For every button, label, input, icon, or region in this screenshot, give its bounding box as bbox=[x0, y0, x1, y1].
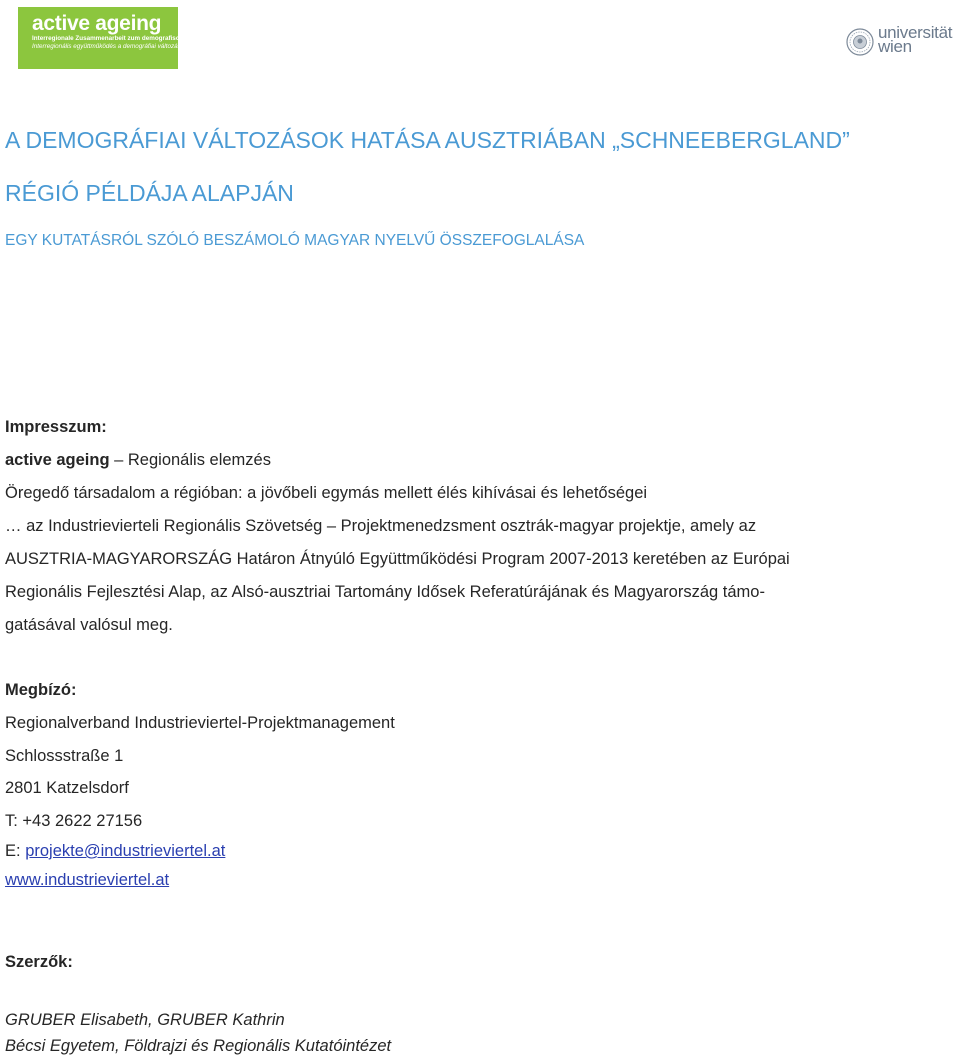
project-description: – Regionális elemzés bbox=[109, 451, 271, 469]
university-name-line2: wien bbox=[878, 37, 912, 56]
logo-tagline-de: Interregionale Zusammenarbeit zum demografischen Wandel bbox=[32, 35, 215, 42]
client-email-line bbox=[5, 840, 225, 862]
university-name bbox=[878, 23, 953, 56]
impressum-paragraph-line: AUSZTRIA-MAGYARORSZÁG Határon Átnyúló Együttműködési Program 2007-2013 keretében az Európai bbox=[5, 550, 790, 568]
impressum-paragraph-line: … az Industrievierteli Regionális Szövetség – Projektmenedzsment osztrák-magyar projektje, amely az bbox=[5, 517, 757, 535]
client-city: 2801 Katzelsdorf bbox=[5, 779, 129, 797]
university-name-line1: universität bbox=[878, 23, 953, 42]
client-street: Schlossstraße 1 bbox=[5, 747, 124, 765]
website-link[interactable]: www.industrieviertel.at bbox=[5, 871, 170, 889]
impressum-paragraph-line: Regionális Fejlesztési Alap, az Alsó-ausztriai Tartomány Idősek Referatúrájának és Magyarország támo- bbox=[5, 583, 765, 601]
document-title-line1: A DEMOGRÁFIAI VÁLTOZÁSOK HATÁSA AUSZTRIÁBAN „SCHNEEBERGLAND” bbox=[5, 127, 850, 153]
client-heading: Megbízó: bbox=[5, 681, 77, 699]
client-organization: Regionalverband Industrieviertel-Projektmanagement bbox=[5, 714, 395, 732]
logo-tagline-hu: Interregionális együttműködés a demográfiai változások jegyében bbox=[32, 43, 215, 50]
email-prefix: E: bbox=[5, 842, 26, 860]
project-name: active ageing bbox=[5, 451, 110, 469]
impressum-paragraph-line: gatásával valósul meg. bbox=[5, 616, 173, 634]
project-subtitle: Öregedő társadalom a régióban: a jövőbeli egymás mellett élés kihívásai és lehetőségei bbox=[5, 484, 648, 502]
website-line bbox=[5, 869, 169, 891]
document-subtitle: EGY KUTATÁSRÓL SZÓLÓ BESZÁMOLÓ MAGYAR NYELVŰ ÖSSZEFOGLALÁSA bbox=[5, 232, 585, 249]
project-line bbox=[5, 449, 271, 471]
active-ageing-logo bbox=[18, 7, 215, 69]
document-title-line2: RÉGIÓ PÉLDÁJA ALAPJÁN bbox=[5, 180, 294, 206]
university-seal-icon bbox=[846, 28, 874, 56]
authors-heading: Szerzők: bbox=[5, 953, 73, 971]
author-institute: Bécsi Egyetem, Földrajzi és Regionális Kutatóintézet bbox=[5, 1037, 392, 1055]
author-names: GRUBER Elisabeth, GRUBER Kathrin bbox=[5, 1011, 285, 1029]
client-phone: T: +43 2622 27156 bbox=[5, 812, 143, 830]
logo-brand-text: active ageing bbox=[32, 12, 162, 35]
universitat-wien-logo bbox=[846, 23, 958, 58]
email-link[interactable]: projekte@industrieviertel.at bbox=[25, 842, 226, 860]
impressum-heading: Impresszum: bbox=[5, 418, 107, 436]
